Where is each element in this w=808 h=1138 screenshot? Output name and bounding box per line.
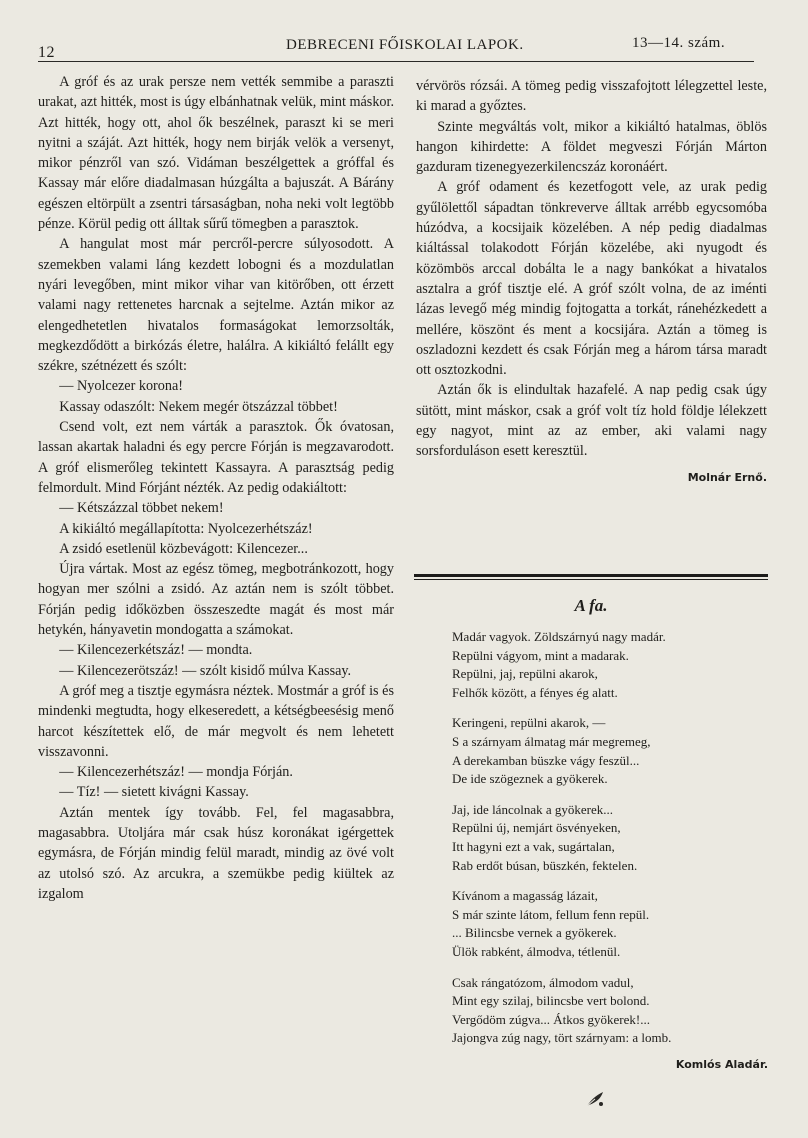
poem-line: S a szárnyam álmatag már megremeg,: [452, 733, 651, 749]
poem-title: A fa.: [574, 596, 608, 615]
paragraph: A kikiáltó megállapította: Nyolcezerhétszáz!: [59, 520, 313, 537]
poem: [452, 628, 772, 1074]
poem-line: Ülök rabként, álmodva, tétlenül.: [452, 943, 621, 959]
poem-line: Kívánom a magasság lázait,: [452, 888, 598, 904]
poem-line: Vergődöm zúgva... Átkos gyökerek!...: [452, 1011, 650, 1027]
page-number: 12: [38, 44, 55, 61]
paragraph: Aztán mentek így tovább. Fel, fel magasabbra, magasabbra. Utoljára már csak húsz koronákat igérgettek egymásra, de Fórján mindig felül maradt, mindig az övé volt az utolsó szó. Az arcukra, a szemükbe pedig kiültek az izgalom: [38, 804, 394, 902]
paragraph: — Kilencezerhétszáz! — mondja Fórján.: [59, 764, 293, 781]
poem-line: Mint egy szilaj, bilincsbe vert bolond.: [452, 993, 650, 1009]
paragraph: A hangulat most már percről-percre súlyosodott. A szemekben valami láng kezdett lobogni és a mozdulatlan nyári levegőben, mint mikor vihar van kitörőben, ott érzett valami nagy rettenetes harcnak a sejtelme. Aztán mikor az elengedhetetlen hivatalos formaságokat lemorzsolták, megkezdődött a birkózás életre, halálra. A kikiáltó felállt egy székre, szétnézett és szólt:: [38, 236, 394, 375]
poem-line: S már szinte látom, fellum fenn repül.: [452, 906, 650, 922]
paragraph: A gróf és az urak persze nem vették semmibe a paraszti urakat, azt hitték, most is úgy elbánhatnak velük, mint máskor. Azt hitték, hogy ott, ahol ők beszélnek, paraszt ki se meri nyitni a száját. Azt hitték, hogy nem birják velök a versenyt, mikor pénzről van szó. Vidáman beszélgettek a gróffal és Kassay már előre diadalmasan húzgálta a bajuszát. A Bárány egészen eltörpült a zsentri társaságban, noha neki volt legtöbb pénze. Körül pedig ott álltak sűrű tömegben a parasztok.: [38, 74, 394, 233]
right-column: [416, 76, 767, 488]
paragraph: Kassay odaszólt: Nekem megér ötszázzal többet!: [59, 398, 338, 415]
poem-stanza: [452, 628, 772, 702]
paragraph: vérvörös rózsái. A tömeg pedig visszafojtott lélegzettel leste, ki marad a győztes.: [416, 78, 767, 115]
section-divider-thin: [414, 579, 768, 580]
paragraph: Csend volt, ezt nem várták a parasztok. Ők óvatosan, lassan akartak haladni és egy percre Fórján is megzavarodott. A gróf elismerőleg tekintett Kassayra. A parasztság pedig felmordult. Mind Fórjánt nézték. Az pedig odakiáltott:: [38, 419, 394, 496]
paragraph: A zsidó esetlenül közbevágott: Kilencezer...: [59, 540, 308, 557]
poem-line: Repülni vágyom, mint a madarak.: [452, 647, 629, 663]
poem-line: Repülni, jaj, repülni akarok,: [452, 666, 598, 682]
poem-stanza: [452, 887, 772, 961]
publication-title: DEBRECENI FŐISKOLAI LAPOK.: [286, 37, 524, 53]
poem-line: De ide szögeznek a gyökerek.: [452, 771, 608, 787]
poem-line: Keringeni, repülni akarok, —: [452, 715, 606, 731]
poem-stanza: [452, 974, 772, 1048]
poem-stanza: [452, 714, 772, 788]
poem-line: Jaj, ide láncolnak a gyökerek...: [452, 801, 613, 817]
poem-line: Itt hagyni ezt a vak, sugártalan,: [452, 838, 615, 854]
section-divider-thick: [414, 574, 768, 577]
paragraph: Szinte megváltás volt, mikor a kikiáltó hatalmas, öblös hangon kihirdette: A földet megveszi Fórján Márton gazduram tizenegyezerkilencszáz koronáért.: [416, 118, 767, 176]
leaf-ornament-icon: [585, 1090, 607, 1113]
poem-line: Felhők között, a fényes ég alatt.: [452, 684, 618, 700]
story-author: Molnár Ernő.: [687, 470, 767, 484]
poem-line: Csak rángatózom, álmodom vadul,: [452, 974, 634, 990]
page-header: [30, 34, 760, 61]
paragraph: Újra vártak. Most az egész tömeg, megbotránkozott, hogy hogyan mer szólni a zsidó. Az aztán nem is szólt többet. Fórján pedig időközben összeszedte magát és most már hetykén, hányavetin mondogatta a számokat.: [38, 561, 394, 639]
paragraph: — Tíz! — sietett kivágni Kassay.: [59, 784, 249, 801]
paragraph: — Nyolcezer korona!: [59, 378, 183, 395]
poem-line: Rab erdőt búsan, büszkén, fektelen.: [452, 857, 638, 873]
poem-line: ... Bilincsbe vernek a gyökerek.: [452, 925, 617, 941]
issue-number: 13—14. szám.: [632, 35, 726, 51]
poem-line: Repülni új, nemjárt ösvényeken,: [452, 820, 621, 836]
paragraph: — Kilencezerkétszáz! — mondta.: [59, 642, 253, 659]
header-divider: [38, 61, 754, 62]
left-column: [38, 72, 394, 904]
paragraph: — Kétszázzal többet nekem!: [59, 500, 224, 517]
poem-stanza: [452, 801, 772, 875]
paragraph: A gróf meg a tisztje egymásra néztek. Mostmár a gróf is és mindenki megtudta, hogy elkeseredett, a kétségbeesésig menő harcot készítettek elő, de már megvolt és nem lehetett visszavonni.: [38, 682, 394, 760]
paragraph: — Kilencezerötszáz! — szólt kisidő múlva Kassay.: [59, 662, 352, 679]
paragraph: A gróf odament és kezetfogott vele, az urak pedig gyűlölettől sápadtan tönkreverve álltak arrébb egycsomóba húzódva, a kocsijaik közelében. A nép pedig diadalmas kiáltással tolakodott Fórján közelébe, aki nyugodt és közömbös arccal dobálta le a nagy bankókat a hivatalos asztalra a gróf tisztje elé. A gróf szólt volna, de az iménti lázas levegő még mindig fojtogatta a torkát, ránehézkedett a mellére, köszönt és ment a kocsijára. Aztán a tömeg is oszladozni kezdett és csak Fórján meg a három társa maradt ott osztozkodni.: [416, 179, 767, 379]
poem-line: Jajongva zúg nagy, tört szárnyam: a lomb.: [452, 1030, 672, 1046]
poem-line: Madár vagyok. Zöldszárnyú nagy madár.: [452, 629, 666, 644]
poem-line: A derekamban büszke vágy feszül...: [452, 752, 640, 768]
poem-author: Komlós Aladár.: [675, 1057, 768, 1071]
paragraph: Aztán ők is elindultak hazafelé. A nap pedig csak úgy sütött, mint máskor, csak a gróf volt tíz hold földje lélekzett egy nagyot, mint az az ember, aki valami nagy sorsforduláson esett keresztül.: [416, 382, 767, 460]
